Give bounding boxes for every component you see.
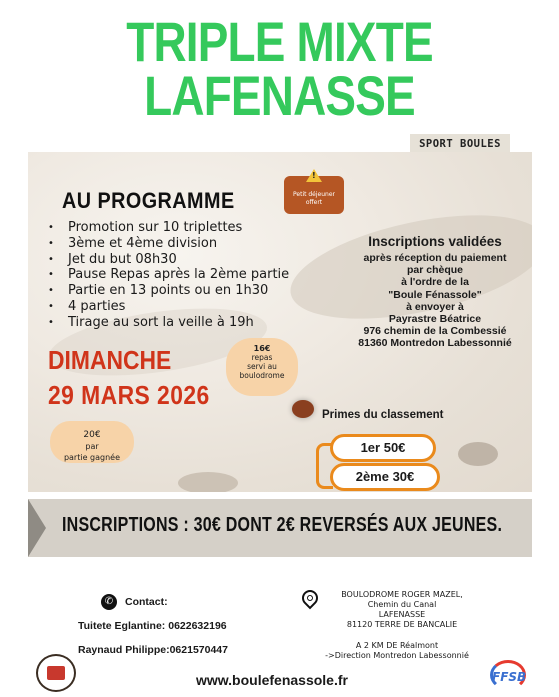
club-logo <box>36 654 76 692</box>
per-game-bubble: 20€ par partie gagnée <box>50 421 134 463</box>
directions: A 2 KM DE Réalmont ->Direction Montredon Labessonnié <box>325 641 469 660</box>
list-item: • Jet du but 08h30 <box>48 251 177 267</box>
title-line-2: LAFENASSE <box>144 64 415 127</box>
breakfast-badge: ! Petit déjeuner offert <box>284 176 344 214</box>
prizes-title: Primes du classement <box>322 409 444 421</box>
website-link[interactable]: www.boulefenassole.fr <box>196 672 348 688</box>
list-item: • Tirage au sort la veille à 19h <box>48 314 254 330</box>
contact-person-1: Tuitete Eglantine: 0622632196 <box>78 620 227 632</box>
prize-second: 2ème 30€ <box>330 463 440 491</box>
title-line-1: TRIPLE MIXTE <box>126 10 433 73</box>
warning-icon: ! <box>306 169 322 182</box>
list-item: • 3ème et 4ème division <box>48 235 218 251</box>
address-block: BOULODROME ROGER MAZEL, Chemin du Canal LAFENASSE 81120 TERRE DE BANCALIE <box>341 590 463 629</box>
registration-info: Inscriptions validées après réception du paiement par chèque à l'ordre de la "Boule Fénassole" à envoyer à Payrastre Béatrice 976 chemin de la Combessié 81360 Montredon Labessonnié <box>340 234 530 350</box>
sport-tag: SPORT BOULES <box>410 134 510 154</box>
list-item: • Pause Repas après la 2ème partie <box>48 267 290 283</box>
banner-text: INSCRIPTIONS : 30€ DONT 2€ REVERSÉS AUX JEUNES. <box>62 514 503 536</box>
list-item: • Partie en 13 points ou en 1h30 <box>48 283 269 299</box>
location-pin-icon <box>299 587 322 610</box>
phone-icon: ✆ <box>101 594 117 610</box>
banner-arrow-icon <box>28 499 46 557</box>
prize-first: 1er 50€ <box>330 434 436 462</box>
program-title: AU PROGRAMME <box>62 188 235 213</box>
contact-heading: Contact: <box>125 596 168 608</box>
program-list <box>48 220 289 331</box>
contact-person-2: Raynaud Philippe:0621570447 <box>78 644 228 656</box>
list-item: • 4 parties <box>48 298 126 314</box>
event-day: DIMANCHE <box>48 345 172 375</box>
ffsb-logo: FFSB <box>486 654 526 692</box>
meal-bubble: 16€ repas servi au boulodrome <box>226 338 298 396</box>
registration-heading: Inscriptions validées <box>368 234 502 249</box>
event-date: 29 MARS 2026 <box>48 380 210 410</box>
list-item: • Promotion sur 10 triplettes <box>48 220 243 235</box>
